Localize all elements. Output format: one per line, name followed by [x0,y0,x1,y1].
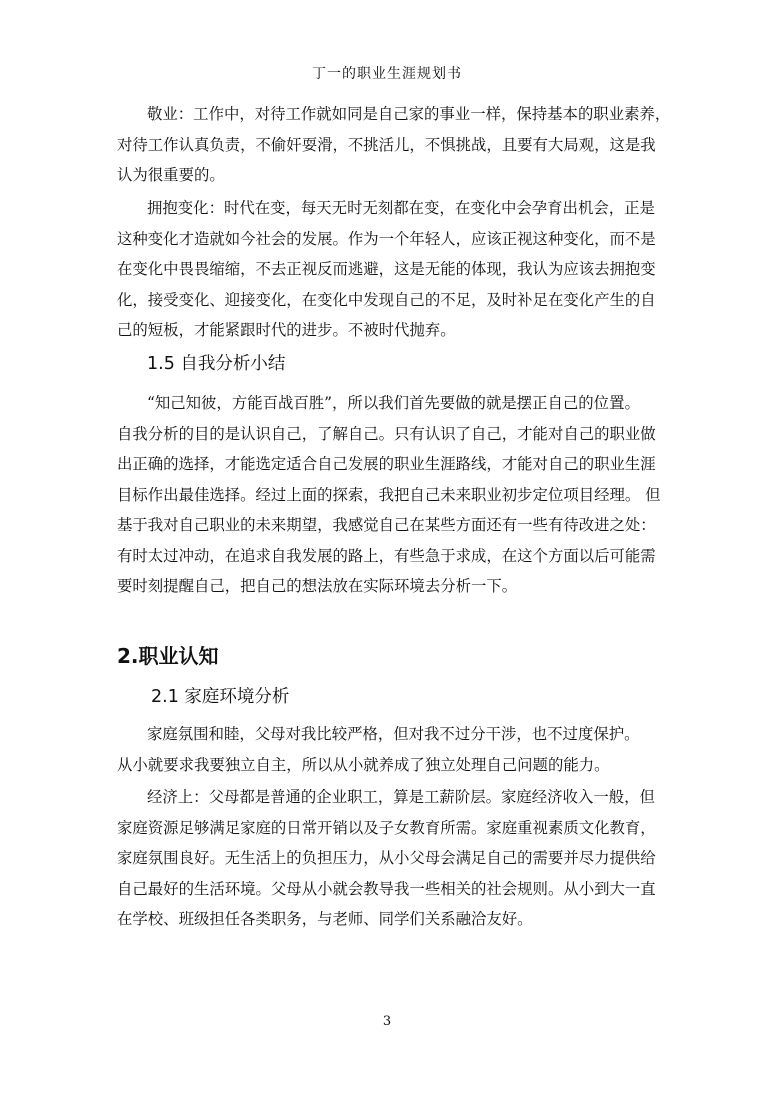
chapter-heading-2: 2.职业认知 [117,644,219,668]
paragraph-line: 在变化中畏畏缩缩，不去正视反而逃避，这是无能的体现，我认为应该去拥抱变 [117,260,656,278]
paragraph-line: 自我分析的目的是认识自己，了解自己。只有认识了自己，才能对自己的职业做 [117,424,656,443]
paragraph-line: 这种变化才造就如今社会的发展。作为一个年轻人，应该正视这种变化，而不是 [117,229,656,248]
paragraph-line: 对待工作认真负责，不偷奸耍滑，不挑活儿，不惧挑战，且要有大局观，这是我 [117,135,656,154]
paragraph-line: 拥抱变化：时代在变，每天无时无刻都在变，在变化中会孕育出机会，正是 [147,199,655,217]
paragraph-line: 己的短板，才能紧跟时代的进步。不被时代抛弃。 [117,321,456,339]
paragraph-line: 在学校、班级担任各类职务，与老师、同学们关系融洽友好。 [117,910,533,928]
paragraph-line: 敬业：工作中，对待工作就如同是自己家的事业一样，保持基本的职业素养， [147,105,671,123]
paragraph-line: 化，接受变化、迎接变化，在变化中发现自己的不足，及时补足在变化产生的自 [117,290,656,309]
paragraph-line: 目标作出最佳选择。经过上面的探索，我把自己未来职业初步定位项目经理。 但 [117,485,661,504]
paragraph-line: 家庭氛围和睦，父母对我比较严格，但对我不过分干涉，也不过度保护。 [147,725,640,743]
paragraph-line: 认为很重要的。 [117,166,225,184]
paragraph-line: “知己知彼，方能百战百胜”，所以我们首先要做的就是摆正自己的位置。 [147,394,640,412]
paragraph-dedication [117,99,671,191]
section-heading-1-5: 1.5 自我分析小结 [147,354,286,374]
paragraph-line: 经济上：父母都是普通的企业职工，算是工薪阶层。家庭经济收入一般，但 [147,788,655,806]
page-header: 丁一的职业生涯规划书 [312,66,462,82]
page-number: 3 [382,1014,392,1029]
paragraph-line: 有时太过冲动，在追求自我发展的路上，有些急于求成，在这个方面以后可能需 [117,546,656,565]
paragraph-self-analysis-summary [117,388,662,602]
paragraph-family-economy [117,782,662,935]
paragraph-line: 从小就要求我要独立自主，所以从小就养成了独立处理自己问题的能力。 [117,755,610,774]
paragraph-line: 出正确的选择，才能选定适合自己发展的职业生涯路线，才能对自己的职业生涯 [117,455,656,473]
section-heading-2-1: 2.1 家庭环境分析 [151,687,290,707]
paragraph-family-atmosphere [117,719,662,780]
paragraph-line: 要时刻提醒自己，把自己的想法放在实际环境去分析一下。 [117,577,518,595]
paragraph-line: 自己最好的生活环境。父母从小就会教导我一些相关的社会规则。从小到大一直 [117,879,656,898]
paragraph-embrace-change [117,193,662,346]
paragraph-line: 家庭资源足够满足家庭的日常开销以及子女教育所需。家庭重视素质文化教育， [117,818,656,837]
paragraph-line: 基于我对自己职业的未来期望，我感觉自己在某些方面还有一些有待改进之处： [117,516,656,534]
paragraph-line: 家庭氛围良好。无生活上的负担压力，从小父母会满足自己的需要并尽力提供给 [117,849,656,867]
